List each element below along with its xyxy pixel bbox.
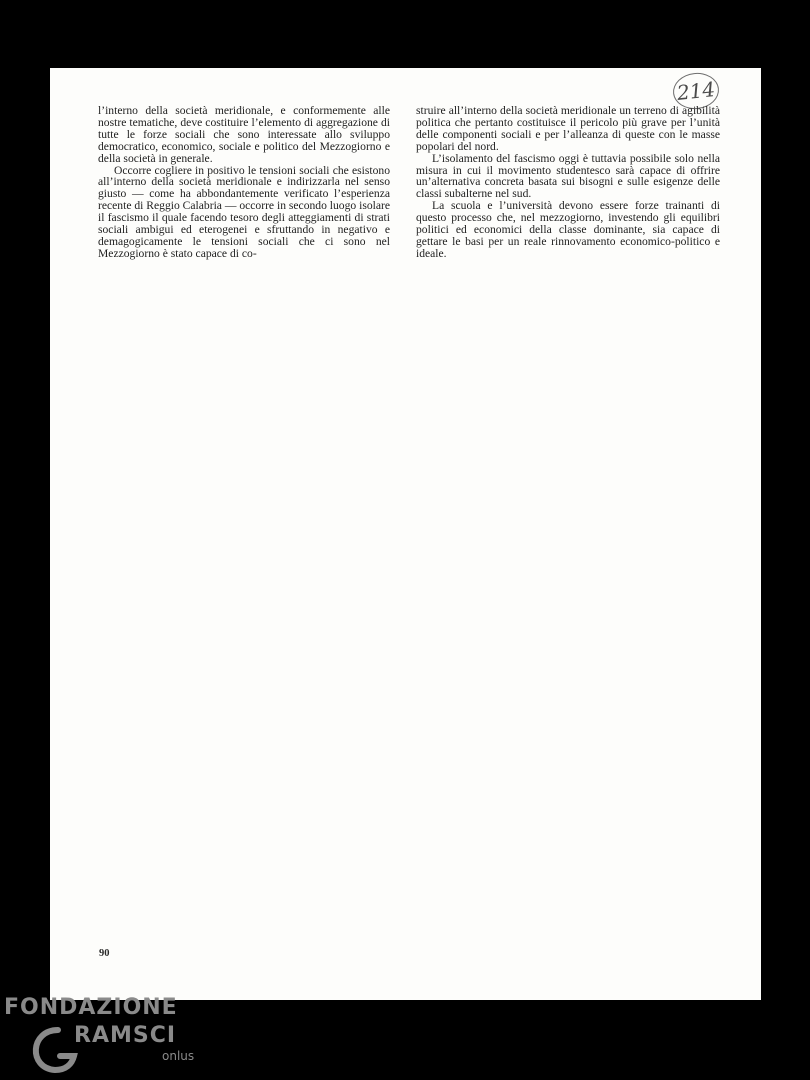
left-text-column [98, 105, 390, 260]
fondazione-gramsci-logo [0, 990, 200, 1080]
watermark-suffix: onlus [162, 1049, 195, 1063]
watermark-line1: FONDAZIONE [4, 995, 178, 1020]
paragraph: L’isolamento del fascismo oggi è tuttavia possibile solo nella misura in cui il movimento studentesco sarà capace di offrire un’alternativa concreta basata sui bisogni e sulle esigenze delle classi subalterne nel sud. [416, 151, 720, 201]
page-number: 90 [99, 948, 110, 959]
watermark-line2: RAMSCI [74, 1023, 177, 1048]
archive-number-stamp: 214 [671, 71, 721, 112]
right-text-column [416, 105, 720, 260]
paragraph: l’interno della società meridionale, e conformemente alle nostre tematiche, deve costituire l’elemento di aggregazione di tutte le forze sociali che sono interessate allo sviluppo democratico, economico, sociale e politico del Mezzogiorno e della società in generale. [98, 104, 390, 165]
paragraph: struire all’interno della società meridionale un terreno di agibilità politica che pertanto costituisce il pericolo più grave per l’unità delle componenti sociali e per l’alleanza di queste con le masse popolari del nord. [416, 104, 720, 153]
paragraph: Occorre cogliere in positivo le tensioni sociali che esistono all’interno della società meridionale e indirizzarla nel senso giusto — come ha abbondantemente verificato l’esperienza recente di Reggio Calabria — occorre in secondo luogo isolare il fascismo il quale facendo tesoro degli atteggiamenti di strati sociali ambigui ed eterogenei e sfruttando in negativo e demagogicamente le tensioni sociali che ci sono nel Mezzogiorno è stato capace di co- [98, 163, 390, 260]
paragraph: La scuola e l’università devono essere forze trainanti di questo processo che, nel mezzogiorno, investendo gli equilibri politici ed economici della classe dominante, sia capace di gettare le basi per un reale rinnovamento economico-politico e ideale. [416, 199, 720, 260]
